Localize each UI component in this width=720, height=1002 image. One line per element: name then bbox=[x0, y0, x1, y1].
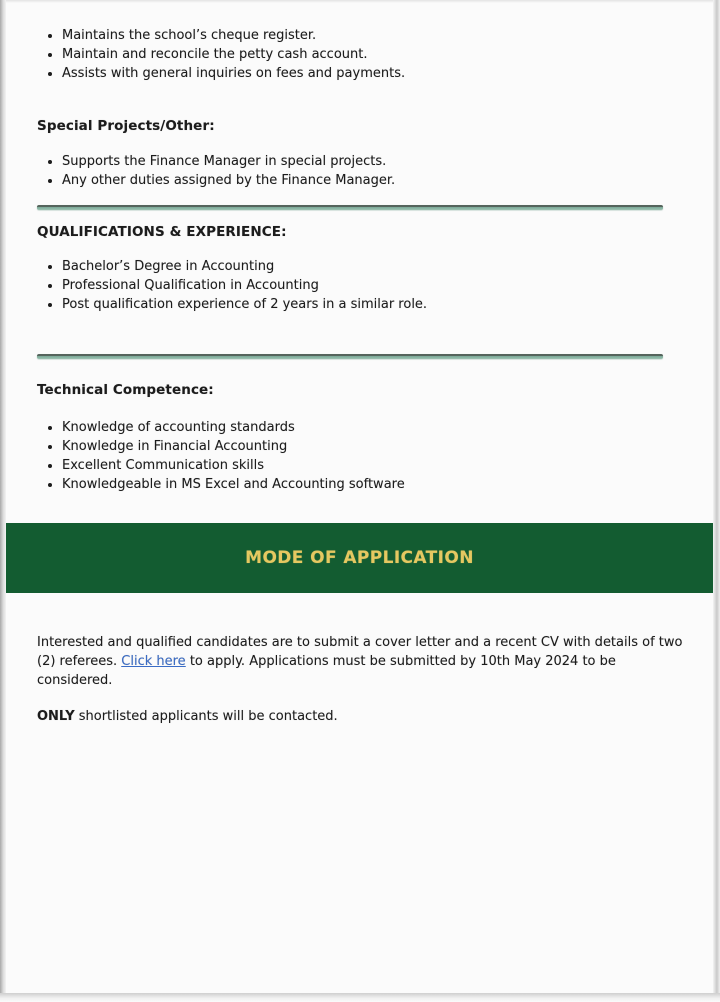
shortlist-notice bbox=[37, 707, 338, 726]
bullet-item: Knowledge of accounting standards bbox=[37, 418, 405, 437]
bullet-item: Excellent Communication skills bbox=[37, 456, 405, 475]
photo-edge-bottom bbox=[0, 993, 720, 1002]
special-projects-heading: Special Projects/Other: bbox=[37, 118, 215, 134]
special-projects-bullet-list bbox=[37, 152, 395, 190]
bullet-item: Supports the Finance Manager in special projects. bbox=[37, 152, 395, 171]
apply-click-here-link[interactable]: Click here bbox=[121, 654, 186, 669]
shortlist-notice-rest: shortlisted applicants will be contacted. bbox=[74, 709, 338, 724]
application-instructions-paragraph bbox=[37, 633, 691, 690]
bullet-item: Professional Qualification in Accounting bbox=[37, 276, 427, 295]
bullet-item: Knowledgeable in MS Excel and Accounting software bbox=[37, 475, 405, 494]
photo-edge-left bbox=[0, 0, 6, 1002]
qualifications-heading: QUALIFICATIONS & EXPERIENCE: bbox=[37, 224, 287, 240]
bullet-item: Maintain and reconcile the petty cash account. bbox=[37, 45, 405, 64]
bullet-item: Knowledge in Financial Accounting bbox=[37, 437, 405, 456]
qualifications-bullet-list bbox=[37, 257, 427, 314]
duties-bullet-list bbox=[37, 26, 405, 83]
application-text-after-link: to apply. Applications must be submitted by 10th May 2024 to be considered. bbox=[37, 654, 616, 688]
section-divider bbox=[37, 205, 663, 210]
mode-of-application-banner bbox=[4, 523, 715, 593]
photo-edge-right bbox=[713, 0, 720, 1002]
bullet-item: Bachelor’s Degree in Accounting bbox=[37, 257, 427, 276]
bullet-item: Post qualification experience of 2 years in a similar role. bbox=[37, 295, 427, 314]
bullet-item: Any other duties assigned by the Finance Manager. bbox=[37, 171, 395, 190]
shortlist-notice-bold: ONLY bbox=[37, 709, 75, 724]
technical-bullet-list bbox=[37, 418, 405, 494]
section-divider bbox=[37, 354, 663, 359]
bullet-item: Assists with general inquiries on fees and payments. bbox=[37, 64, 405, 83]
mode-of-application-title: MODE OF APPLICATION bbox=[245, 547, 474, 568]
bullet-item: Maintains the school’s cheque register. bbox=[37, 26, 405, 45]
application-text-before-link: Interested and qualified candidates are to submit a cover letter and a recent CV with details of two (2) referees. bbox=[37, 635, 683, 669]
technical-competence-heading: Technical Competence: bbox=[37, 382, 214, 398]
photo-edge-top bbox=[0, 0, 720, 3]
